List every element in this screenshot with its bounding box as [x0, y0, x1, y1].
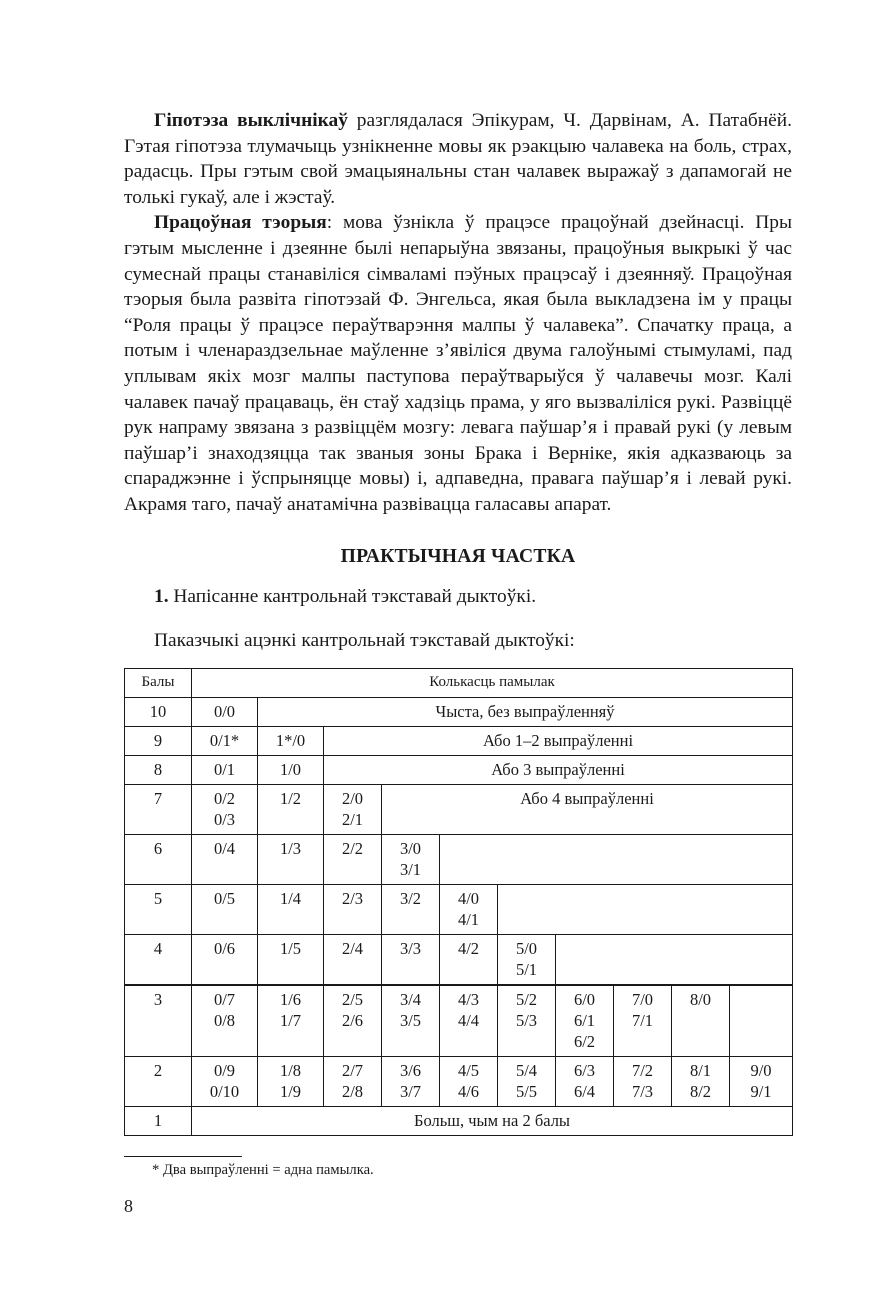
- note-cell: Або 1–2 выпраўленні: [324, 727, 793, 756]
- error-value: 3/6: [399, 1061, 422, 1080]
- error-value: 5/4: [515, 1061, 538, 1080]
- error-value: 6/4: [573, 1082, 596, 1101]
- error-value: 4/0: [457, 889, 480, 908]
- error-value: 7/1: [631, 1011, 654, 1030]
- error-cell: [324, 985, 382, 1057]
- grading-table: [124, 668, 793, 1136]
- paragraph-exclamation-hypothesis: [124, 108, 792, 210]
- error-cell: [498, 985, 556, 1057]
- error-value: 1/8: [279, 1061, 302, 1080]
- note-cell: Чыста, без выпраўленняў: [258, 698, 793, 727]
- error-value: 4/4: [457, 1011, 480, 1030]
- error-value: 4/3: [457, 990, 480, 1009]
- table-row: [125, 1057, 793, 1107]
- note-cell: Або 3 выпраўленні: [324, 756, 793, 785]
- grade-cell: 9: [125, 727, 192, 756]
- grade-cell: 5: [125, 885, 192, 935]
- note-cell: Або 4 выпраўленні: [382, 785, 793, 835]
- term-exclamation-hypothesis: Гіпотэза выклічнікаў: [154, 110, 348, 131]
- error-cell: 8/0: [672, 985, 730, 1057]
- error-value: 0/10: [209, 1082, 240, 1101]
- error-cell: 0/1: [192, 756, 258, 785]
- error-cell: 0/1*: [192, 727, 258, 756]
- error-cell: [324, 785, 382, 835]
- task-item: [154, 586, 536, 608]
- error-cell: [258, 985, 324, 1057]
- error-value: 5/3: [515, 1011, 538, 1030]
- error-value: 6/0: [573, 990, 596, 1009]
- table-row: [125, 885, 793, 935]
- grade-cell: 10: [125, 698, 192, 727]
- error-cell: [498, 935, 556, 986]
- error-value: 0/2: [213, 789, 236, 808]
- error-cell: [324, 1057, 382, 1107]
- table-caption: Паказчыкі ацэнкі кантрольнай тэкставай дыктоўкі:: [154, 630, 575, 651]
- task-number: 1.: [154, 586, 169, 607]
- header-errors: Колькасць памылак: [192, 669, 793, 698]
- error-value: 5/2: [515, 990, 538, 1009]
- error-value: 3/7: [399, 1082, 422, 1101]
- error-value: 7/3: [631, 1082, 654, 1101]
- empty-cell: [730, 985, 793, 1057]
- error-cell: [440, 1057, 498, 1107]
- page-number: 8: [124, 1196, 133, 1216]
- error-value: 1/6: [279, 990, 302, 1009]
- error-cell: [382, 835, 440, 885]
- error-value: 6/1: [573, 1011, 596, 1030]
- error-cell: [556, 1057, 614, 1107]
- error-value: 1/9: [279, 1082, 302, 1101]
- error-cell: 2/4: [324, 935, 382, 986]
- error-cell: [614, 1057, 672, 1107]
- empty-cell: [556, 935, 793, 986]
- error-value: 0/3: [213, 810, 236, 829]
- error-cell: [672, 1057, 730, 1107]
- error-cell: 1/5: [258, 935, 324, 986]
- error-cell: 0/4: [192, 835, 258, 885]
- error-cell: 1/3: [258, 835, 324, 885]
- error-cell: [192, 785, 258, 835]
- paragraph-text: : мова ўзнікла ў працэсе працоўнай дзейнасці. Пры гэтым мысленне і дзеянне былі непарыўна звязаны, працоўныя выкрыкі ў час сумеснай працы станавіліся сімваламі пэўных працэсаў і дзеянняў. Працоўная тэорыя была развіта гіпотэзай Ф. Энгельса, якая была выкладзена ім у працы “Роля працы ў працэсе пераўтварэння малпы ў чалавека”. Спачатку праца, а потым і членараздзельнае маўленне з’явіліся двума галоўнымі стымуламі, пад уплывам якіх мозг малпы паступова пераўтварыўся ў чалавечы мозг. Калі чалавек пачаў працаваць, ён стаў хадзіць прама, у яго вызваліліся рукі. Развіццё рук напраму звязана з развіццём мозгу: левага паўшар’я і правай рукі (у левым паўшар’і знаходзяцца так званыя зоны Брака і Верніке, якія адказваюць за спараджэнне і ўспрыняцце мовы) і, адпаведна, правага паўшар’я і левай рукі. Акрамя таго, пачаў анатамічна развівацца галасавы апарат.: [124, 212, 793, 515]
- error-cell: [192, 1057, 258, 1107]
- error-cell: [192, 985, 258, 1057]
- error-value: 3/5: [399, 1011, 422, 1030]
- error-cell: [382, 985, 440, 1057]
- error-cell: 0/6: [192, 935, 258, 986]
- error-value: 9/1: [750, 1082, 772, 1101]
- paragraph-text: разглядалася Эпікурам, Ч. Дарвінам, А. Патабнёй. Гэтая гіпотэза тлумачыць узнікненне мовы як рэакцыю чалавека на боль, страх, радасць. Пры гэтым свой эмацыянальны стан чалавек выражаў з дапамогай не толькі гукаў, але і жэстаў.: [124, 110, 792, 208]
- grade-cell: 8: [125, 756, 192, 785]
- table-row: [125, 698, 793, 727]
- error-value: 6/3: [573, 1061, 596, 1080]
- error-cell: [440, 985, 498, 1057]
- footnote: * Два выпраўленні = адна памылка.: [152, 1162, 374, 1178]
- error-value: 2/5: [341, 990, 364, 1009]
- error-cell: [382, 1057, 440, 1107]
- error-cell: 1/4: [258, 885, 324, 935]
- grade-cell: 2: [125, 1057, 192, 1107]
- error-cell: [614, 985, 672, 1057]
- error-value: 2/0: [341, 789, 364, 808]
- footnote-divider: [124, 1156, 242, 1157]
- table-header-row: [125, 669, 793, 698]
- error-cell: 4/2: [440, 935, 498, 986]
- error-value: 5/5: [515, 1082, 538, 1101]
- error-cell: [556, 985, 614, 1057]
- empty-cell: [440, 835, 793, 885]
- error-cell: 2/3: [324, 885, 382, 935]
- grade-cell: 6: [125, 835, 192, 885]
- error-cell: [440, 885, 498, 935]
- table-row: [125, 835, 793, 885]
- error-cell: 2/2: [324, 835, 382, 885]
- note-cell: Больш, чым на 2 балы: [192, 1107, 793, 1136]
- error-value: 7/0: [631, 990, 654, 1009]
- task-text: Напісанне кантрольнай тэкставай дыктоўкі.: [168, 586, 537, 607]
- error-value: 4/5: [457, 1061, 480, 1080]
- error-value: 4/6: [457, 1082, 480, 1101]
- paragraph-labor-theory: [124, 210, 792, 517]
- error-value: 5/0: [515, 939, 538, 958]
- table-row: [125, 727, 793, 756]
- error-value: 5/1: [515, 960, 538, 979]
- section-title: ПРАКТЫЧНАЯ ЧАСТКА: [340, 546, 576, 567]
- grade-cell: 1: [125, 1107, 192, 1136]
- error-cell: 1/2: [258, 785, 324, 835]
- error-value: 0/9: [213, 1061, 236, 1080]
- grade-cell: 7: [125, 785, 192, 835]
- empty-cell: [498, 885, 793, 935]
- error-value: 1/7: [279, 1011, 302, 1030]
- term-labor-theory: Працоўная тэорыя: [154, 212, 327, 234]
- page: [124, 108, 793, 1216]
- error-value: 2/1: [341, 810, 364, 829]
- grade-cell: 3: [125, 985, 192, 1057]
- error-value: 8/2: [689, 1082, 712, 1101]
- error-value: 0/8: [213, 1011, 236, 1030]
- table-row: [125, 756, 793, 785]
- grade-cell: 4: [125, 935, 192, 986]
- table-row: [125, 985, 793, 1057]
- error-value: 6/2: [573, 1032, 596, 1051]
- table-row: [125, 785, 793, 835]
- error-cell: [258, 1057, 324, 1107]
- error-value: 3/1: [399, 860, 422, 879]
- table-row: [125, 1107, 793, 1136]
- header-grade: Балы: [125, 669, 192, 698]
- error-cell: 1*/0: [258, 727, 324, 756]
- error-cell: 0/0: [192, 698, 258, 727]
- error-value: 8/1: [689, 1061, 712, 1080]
- error-cell: [730, 1057, 793, 1107]
- error-cell: [498, 1057, 556, 1107]
- table-row: [125, 935, 793, 986]
- error-cell: 0/5: [192, 885, 258, 935]
- error-value: 2/6: [341, 1011, 364, 1030]
- error-value: 0/7: [213, 990, 236, 1009]
- error-value: 2/7: [341, 1061, 364, 1080]
- error-value: 3/4: [399, 990, 422, 1009]
- error-value: 3/0: [399, 839, 422, 858]
- error-value: 7/2: [631, 1061, 654, 1080]
- error-value: 4/1: [457, 910, 480, 929]
- error-cell: 1/0: [258, 756, 324, 785]
- error-cell: 3/2: [382, 885, 440, 935]
- error-value: 2/8: [341, 1082, 364, 1101]
- error-value: 9/0: [750, 1061, 772, 1080]
- error-cell: 3/3: [382, 935, 440, 986]
